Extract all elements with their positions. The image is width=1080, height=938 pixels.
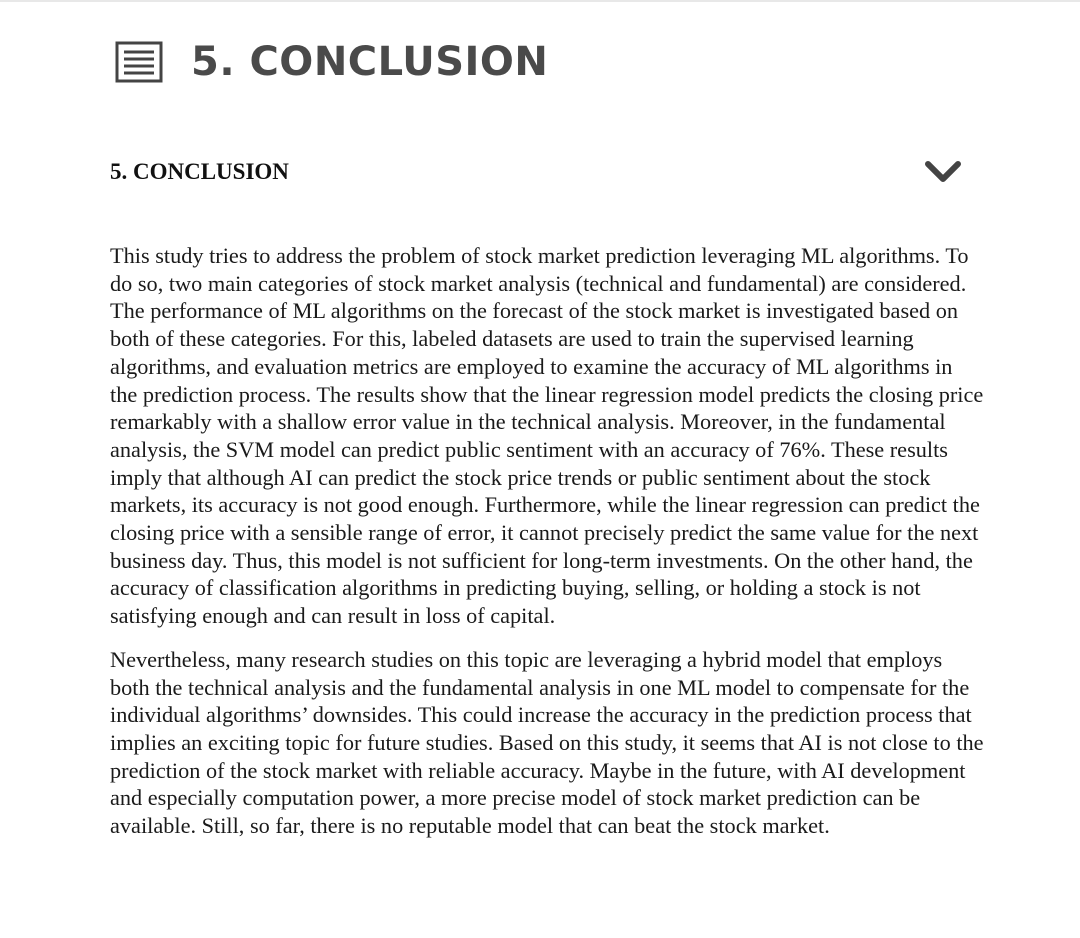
document-lines-icon — [115, 41, 163, 83]
section-title: 5. CONCLUSION — [110, 159, 289, 184]
section-toggle[interactable] — [110, 152, 962, 192]
conclusion-paragraph-1: This study tries to address the problem of stock market prediction leveraging ML algorithms. To do so, two main categories of stock market analysis (technical and fundamental) are considered. The performance of ML algorithms on the forecast of the stock market is investigated based on both of these categories. For this, labeled datasets are used to train the supervised learning algorithms, and evaluation metrics are employed to examine the accuracy of ML algorithms in the prediction process. The results show that the linear regression model predicts the closing price remarkably with a shallow error value in the technical analysis. Moreover, in the fundamental analysis, the SVM model can predict public sentiment with an accuracy of 76%. These results imply that although AI can predict the stock price trends or public sentiment about the stock markets, its accuracy is not good enough. Furthermore, while the linear regression can predict the closing price with a sensible range of error, it cannot precisely predict the same value for the next business day. Thus, this model is not sufficient for long-term investments. On the other hand, the accuracy of classification algorithms in predicting buying, selling, or holding a stock is not satisfying enough and can result in loss of capital. — [110, 243, 984, 629]
conclusion-paragraph-2: Nevertheless, many research studies on this topic are leveraging a hybrid model that employs both the technical analysis and the fundamental analysis in one ML model to compensate for the individual algorithms’ downsides. This could increase the accuracy in the prediction process that implies an exciting topic for future studies. Based on this study, it seems that AI is not close to the prediction of the stock market with reliable accuracy. Maybe in the future, with AI development and especially computation power, a more precise model of stock market prediction can be available. Still, so far, there is no reputable model that can beat the stock market. — [110, 646, 984, 839]
section-content — [110, 242, 985, 856]
page-header — [115, 38, 548, 86]
chevron-down-icon[interactable] — [924, 159, 962, 185]
page-title: 5. CONCLUSION — [191, 39, 549, 85]
